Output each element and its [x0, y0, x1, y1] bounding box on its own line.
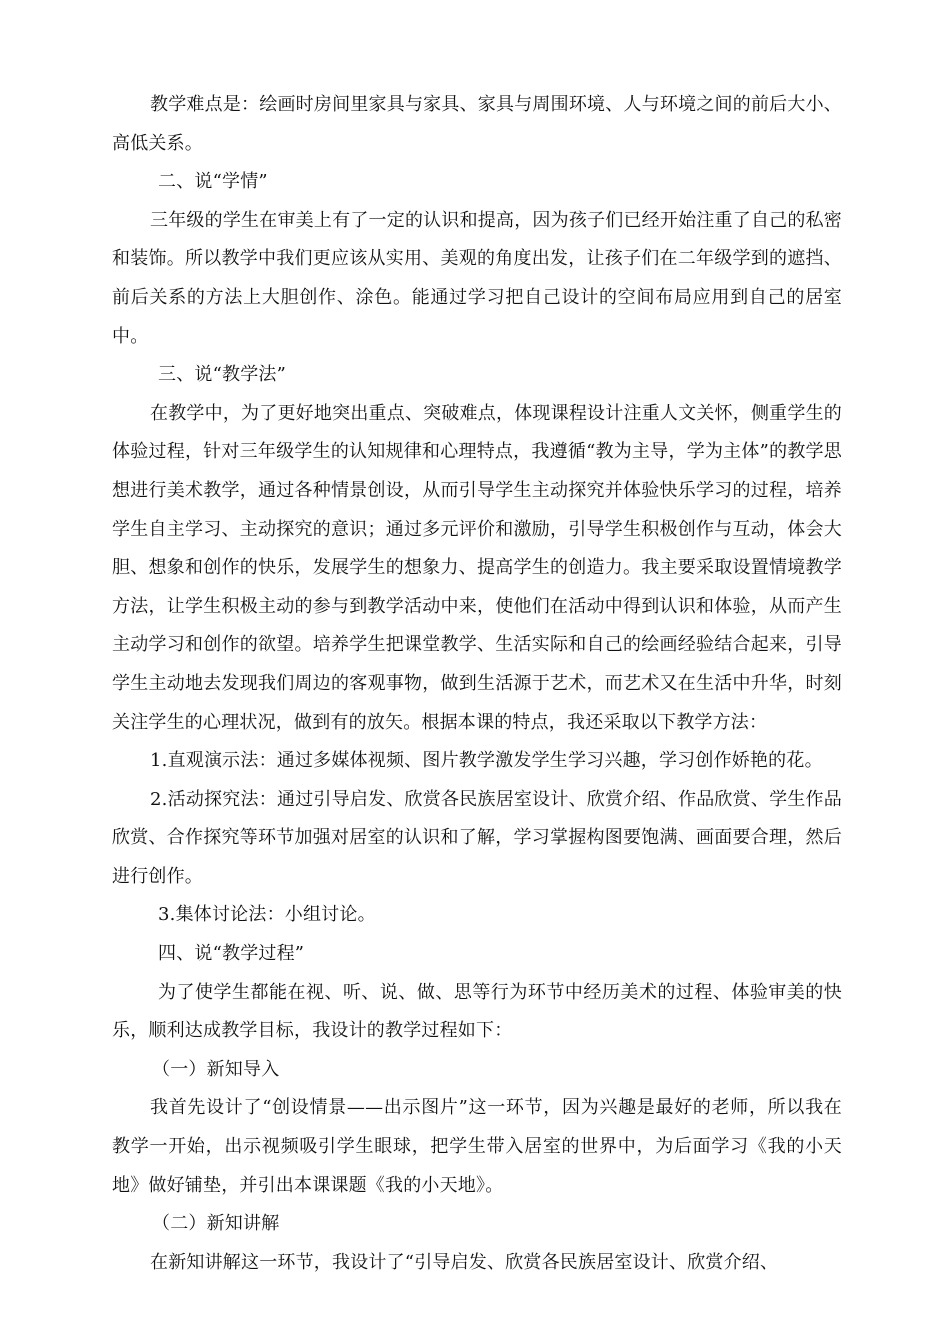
- paragraph-method-demonstration: 1.直观演示法：通过多媒体视频、图片教学激发学生学习兴趣，学习创作娇艳的花。: [150, 750, 823, 772]
- subheading-new-knowledge-intro: （一）新知导入: [152, 1058, 280, 1080]
- document-page: [112, 86, 842, 1282]
- paragraph-teaching-difficulty: 教学难点是：绘画时房间里家具与家具、家具与周围环境、人与环境之间的前后大小、高低关系。: [112, 94, 842, 154]
- subheading-new-knowledge-explanation: （二）新知讲解: [152, 1213, 280, 1235]
- section-heading-teaching-process: 四、说“教学过程”: [158, 943, 305, 965]
- paragraph-method-discussion: 3.集体讨论法：小组讨论。: [158, 904, 376, 926]
- paragraph-new-knowledge-explanation: 在新知讲解这一环节，我设计了“引导启发、欣赏各民族居室设计、欣赏介绍、: [150, 1251, 779, 1273]
- paragraph-process-intro: 为了使学生都能在视、听、说、做、思等行为环节中经历美术的过程、体验审美的快乐，顺利达成教学目标，我设计的教学过程如下：: [112, 981, 842, 1042]
- section-heading-student-analysis: 二、说“学情”: [158, 171, 268, 193]
- section-heading-teaching-methods: 三、说“教学法”: [158, 364, 287, 386]
- paragraph-new-knowledge-intro: 我首先设计了“创设情景——出示图片”这一环节，因为兴趣是最好的老师，所以我在教学一开始，出示视频吸引学生眼球，把学生带入居室的世界中，为后面学习《我的小天地》做好铺垫，并引出本课课题《我的小天地》。: [112, 1097, 842, 1196]
- paragraph-teaching-methods: 在教学中，为了更好地突出重点、突破难点，体现课程设计注重人文关怀，侧重学生的体验过程，针对三年级学生的认知规律和心理特点，我遵循“教为主导，学为主体”的教学思想进行美术教学，通过各种情景创设，从而引导学生主动探究并体验快乐学习的过程，培养学生自主学习、主动探究的意识；通过多元评价和激励，引导学生积极创作与互动，体会大胆、想象和创作的快乐，发展学生的想象力、提高学生的创造力。我主要采取设置情境教学方法，让学生积极主动的参与到教学活动中来，使他们在活动中得到认识和体验，从而产生主动学习和创作的欲望。培养学生把课堂教学、生活实际和自己的绘画经验结合起来，引导学生主动地去发现我们周边的客观事物，做到生活源于艺术，而艺术又在生活中升华，时刻关注学生的心理状况，做到有的放矢。根据本课的特点，我还采取以下教学方法：: [112, 402, 842, 733]
- paragraph-method-inquiry: 2.活动探究法：通过引导启发、欣赏各民族居室设计、欣赏介绍、作品欣赏、学生作品欣赏、合作探究等环节加强对居室的认识和了解，学习掌握构图要饱满、画面要合理，然后进行创作。: [112, 788, 842, 887]
- paragraph-student-analysis: 三年级的学生在审美上有了一定的认识和提高，因为孩子们已经开始注重了自己的私密和装饰。所以教学中我们更应该从实用、美观的角度出发，让孩子们在二年级学到的遮挡、前后关系的方法上大胆创作、涂色。能通过学习把自己设计的空间布局应用到自己的居室中。: [112, 209, 842, 347]
